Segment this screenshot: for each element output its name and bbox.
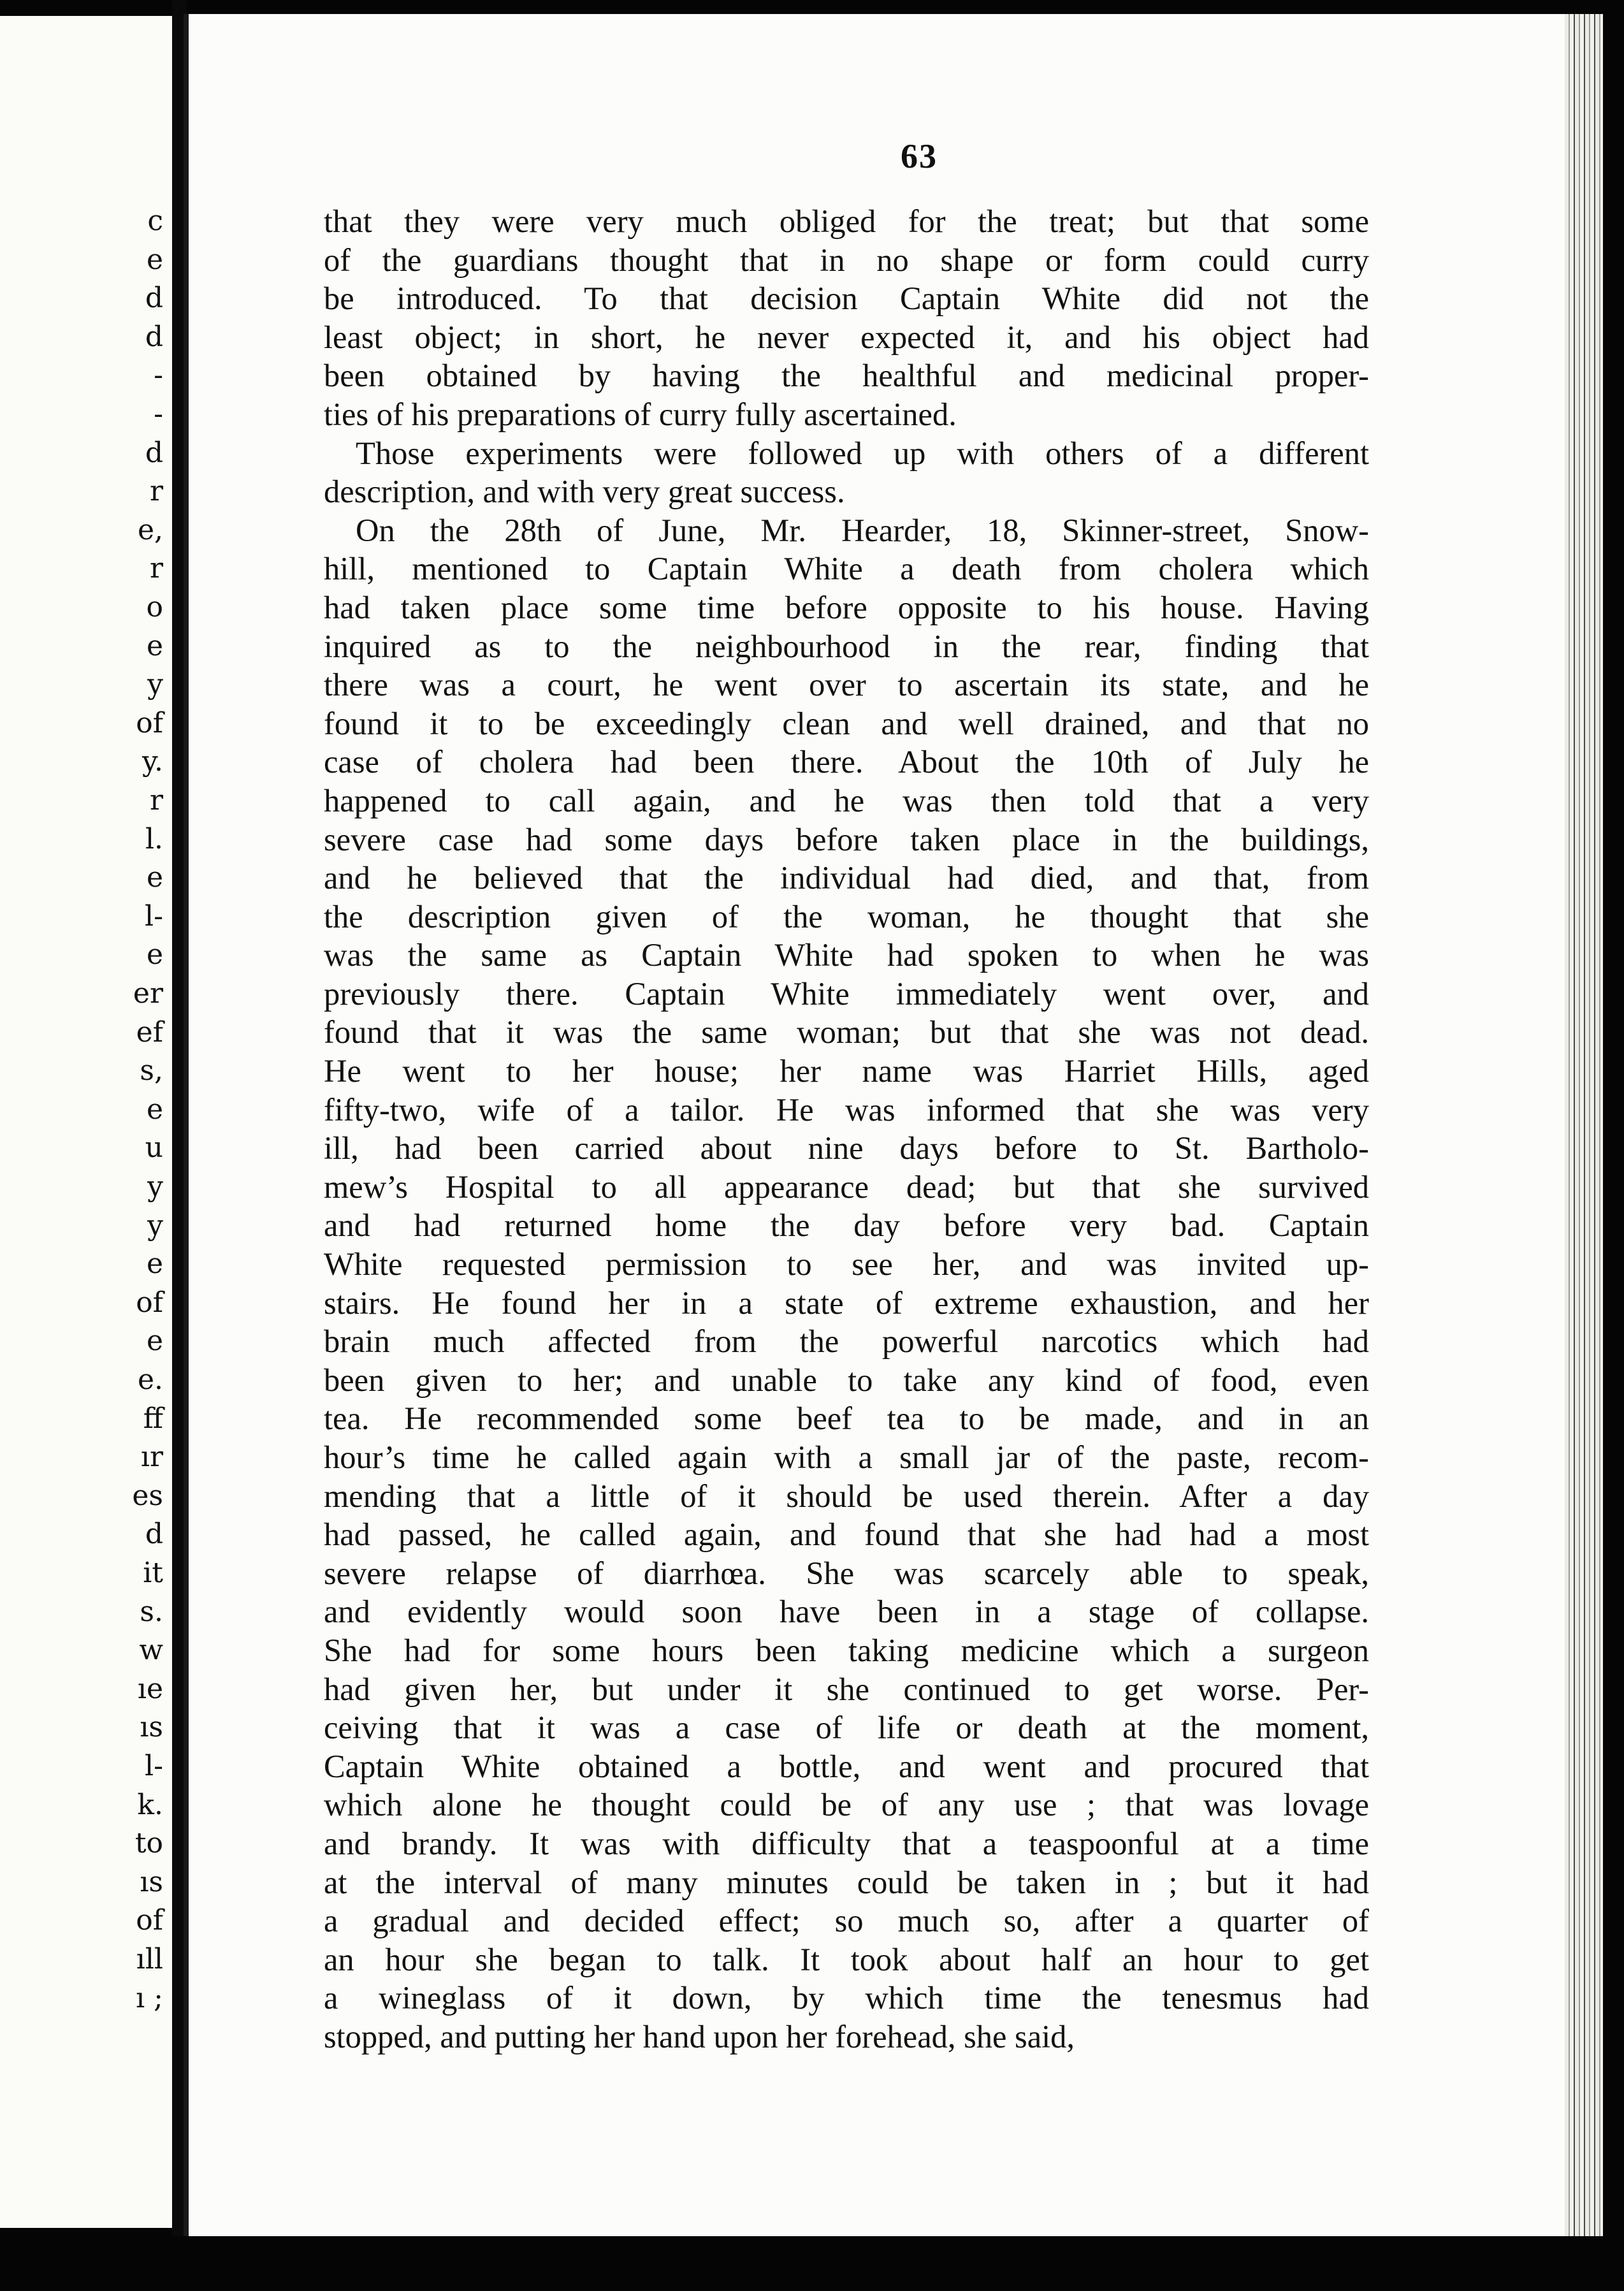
text-line: Captain White obtained a bottle, and went and procured that (324, 1748, 1369, 1784)
left-page-fragment: er (133, 977, 163, 1010)
left-page-fragment: e. (137, 1364, 163, 1396)
left-page-fragment: of (136, 1286, 163, 1319)
left-page-fragment: d (145, 1518, 163, 1551)
left-page-fragment: ıs (140, 1865, 163, 1898)
text-line: there was a court, he went over to ascertain its state, and he (324, 667, 1369, 703)
text-line: found that it was the same woman; but that she was not dead. (324, 1014, 1369, 1051)
page-number: 63 (901, 137, 938, 175)
text-line: mew’s Hospital to all appearance dead; but that she survived (324, 1168, 1369, 1205)
left-page-fragment: w (139, 1634, 163, 1667)
text-line: been given to her; and unable to take any kind of food, even (324, 1362, 1369, 1398)
text-line: stopped, and putting her hand upon her forehead, she said, (324, 2018, 1075, 2055)
left-page-fragment: ef (136, 1015, 163, 1049)
left-page-fragment: s. (140, 1595, 163, 1628)
left-page-fragment: es (132, 1479, 163, 1512)
left-page-fragment: y. (142, 745, 163, 778)
text-line: that they were very much obliged for the treat; but that some (324, 203, 1369, 239)
text-line: inquired as to the neighbourhood in the rear, finding that (324, 628, 1369, 664)
text-line: hill, mentioned to Captain White a death from cholera which (324, 551, 1369, 587)
text-line: hour’s time he called again with a small jar of the paste, recom- (324, 1439, 1369, 1475)
page-stack-edge (1565, 14, 1603, 2239)
left-page-fragment: - (154, 359, 163, 392)
left-page-fragment: d (145, 320, 163, 353)
text-line: tea. He recommended some beef tea to be made, and in an (324, 1400, 1369, 1437)
text-line: the description given of the woman, he thought that she (324, 898, 1369, 935)
left-page-fragment: l- (145, 1750, 163, 1782)
left-page-fragment: d (145, 436, 163, 469)
text-line: He went to her house; her name was Harriet Hills, aged (324, 1053, 1369, 1089)
left-page-fragment: ı ; (136, 1981, 163, 2014)
text-line: On the 28th of June, Mr. Hearder, 18, Skinner-street, Snow- (356, 512, 1369, 548)
left-page-fragment: e (146, 938, 163, 971)
text-line: least object; in short, he never expected it, and his object had (324, 319, 1369, 355)
text-line: which alone he thought could be of any use ; that was lovage (324, 1787, 1369, 1823)
text-line: found it to be exceedingly clean and well drained, and that no (324, 705, 1369, 741)
left-page-fragment: of (136, 706, 163, 739)
text-line: mending that a little of it should be used therein. After a day (324, 1478, 1369, 1514)
left-page-fragment: l- (145, 899, 163, 933)
text-line: severe case had some days before taken place in the buildings, (324, 821, 1369, 857)
text-line: had taken place some time before opposite to his house. Having (324, 589, 1369, 625)
left-page-fragment: ır (140, 1441, 163, 1474)
text-line: ill, had been carried about nine days before to St. Bartholo- (324, 1130, 1369, 1167)
text-line: stairs. He found her in a state of extreme exhaustion, and her (324, 1284, 1369, 1321)
text-line: Those experiments were followed up with others of a different (356, 435, 1369, 471)
text-line: of the guardians thought that in no shape or form could curry (324, 242, 1369, 278)
left-page-fragment: e (146, 243, 163, 276)
text-line: White requested permission to see her, and was invited up- (324, 1246, 1369, 1283)
left-page-fragment: to (134, 1827, 163, 1860)
left-page-fragment: r (149, 784, 163, 817)
left-page-fragment: ff (143, 1402, 163, 1435)
text-line: She had for some hours been taking medicine which a surgeon (324, 1632, 1369, 1668)
left-page-fragment: e (146, 629, 163, 662)
text-line: ties of his preparations of curry fully ascertained. (324, 396, 957, 432)
text-line: brain much affected from the powerful narcotics which had (324, 1323, 1369, 1360)
text-line: case of cholera had been there. About the 10th of July he (324, 744, 1369, 780)
left-page-fragment: u (145, 1131, 163, 1165)
left-page-edge (0, 16, 172, 2228)
left-page-fragment: ıll (136, 1943, 163, 1975)
text-line: and evidently would soon have been in a stage of collapse. (324, 1594, 1369, 1630)
left-page-fragment: e (146, 861, 163, 894)
text-line: be introduced. To that decision Captain White did not the (324, 280, 1369, 317)
text-line: and he believed that the individual had died, and that, from (324, 860, 1369, 896)
left-page-fragment: o (146, 591, 163, 623)
left-page-fragment: r (149, 475, 163, 508)
main-page (184, 14, 1573, 2237)
left-page-fragment: ıs (140, 1711, 163, 1744)
text-line: a gradual and decided effect; so much so, after a quarter of (324, 1903, 1369, 1939)
left-page-fragment: c (147, 205, 163, 237)
scan-bottom-margin (0, 2236, 1624, 2291)
left-page-fragment: it (143, 1557, 163, 1589)
text-line: at the interval of many minutes could be taken in ; but it had (324, 1864, 1369, 1900)
left-page-fragment: s, (140, 1054, 163, 1087)
text-line: had given her, but under it she continued to get worse. Per- (324, 1671, 1369, 1707)
text-line: ceiving that it was a case of life or death at the moment, (324, 1710, 1369, 1746)
left-page-fragment: d (145, 282, 163, 315)
left-page-fragment: e (146, 1247, 163, 1281)
left-page-fragment: y (147, 1209, 163, 1242)
left-page-fragment: y (147, 668, 163, 701)
left-page-fragment: e, (137, 513, 163, 546)
text-line: an hour she began to talk. It took about half an hour to get (324, 1941, 1369, 1977)
text-line: previously there. Captain White immediately went over, and (324, 975, 1369, 1012)
left-page-fragment: e (146, 1325, 163, 1358)
text-line: happened to call again, and he was then told that a very (324, 782, 1369, 818)
text-line: a wineglass of it down, by which time the tenesmus had (324, 1980, 1369, 2016)
left-page-fragments (0, 16, 172, 2228)
left-page-fragment: r (149, 552, 163, 585)
text-line: and had returned home the day before very bad. Captain (324, 1207, 1369, 1244)
text-line: been obtained by having the healthful and medicinal proper- (324, 358, 1369, 394)
left-page-fragment: y (147, 1170, 163, 1203)
text-line: and brandy. It was with difficulty that a teaspoonful at a time (324, 1825, 1369, 1861)
text-line: fifty-two, wife of a tailor. He was informed that she was very (324, 1091, 1369, 1128)
left-page-fragment: of (136, 1904, 163, 1937)
left-page-fragment: l. (145, 822, 163, 855)
body-text (324, 202, 1369, 2056)
left-page-fragment: ıe (137, 1672, 163, 1705)
left-page-fragment: k. (137, 1788, 163, 1821)
left-page-fragment: - (154, 398, 163, 430)
text-line: had passed, he called again, and found that she had had a most (324, 1516, 1369, 1553)
left-page-fragment: e (146, 1093, 163, 1126)
text-line: severe relapse of diarrhœa. She was scarcely able to speak, (324, 1555, 1369, 1591)
text-line: description, and with very great success. (324, 474, 845, 510)
text-line: was the same as Captain White had spoken to when he was (324, 937, 1369, 973)
